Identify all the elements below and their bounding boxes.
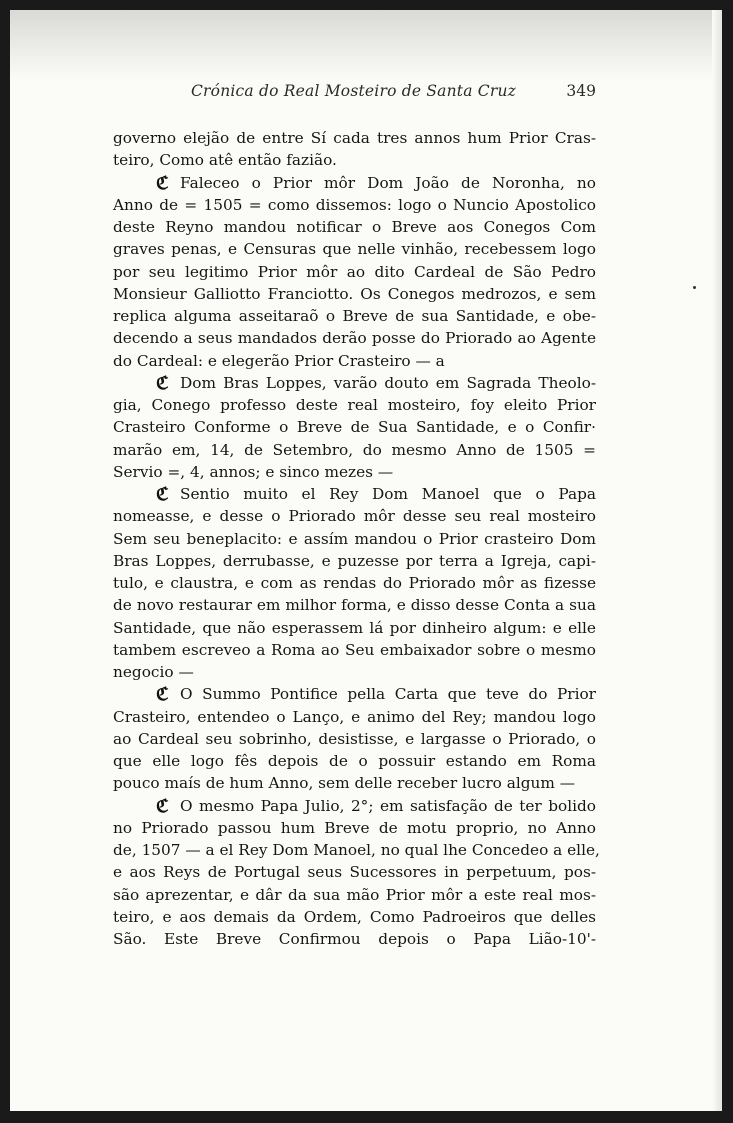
paragraph-start-line (113, 372, 596, 394)
text-line: tambem escreveo a Roma ao Seu embaixador sobre o mesmo (113, 640, 596, 659)
text-line: que elle logo fês depois de o possuir estando em Roma (113, 752, 596, 770)
text-line: Anno de = 1505 = como dissemos: logo o Nuncio Apostolico (113, 195, 596, 214)
text-line-content: Faleceo o Prior môr Dom João de Noronha, no (180, 173, 596, 192)
text-line: pouco maís de hum Anno, sem delle receber lucro algum — (113, 774, 576, 793)
text-line: teiro, e aos demais da Ordem, Como Padroeiros que delles (113, 907, 596, 926)
text-line: e aos Reys de Portugal seus Sucessores in perpetuum, pos- (113, 863, 596, 882)
text-line: nomeasse, e desse o Priorado môr desse seu real mosteiro (113, 507, 596, 526)
page-number: 349 (566, 82, 596, 100)
text-line: São. Este Breve Confirmou depois o Papa Lião-10'- (113, 930, 596, 948)
text-line: graves penas, e Censuras que nelle vinhão, recebessem logo (113, 240, 596, 259)
paragraph-mark-icon: ℭ (156, 484, 169, 505)
text-line: tulo, e claustra, e com as rendas do Priorado môr as fizesse (113, 574, 596, 592)
text-line: são aprezentar, e dâr da sua mão Prior môr a este real mos- (113, 885, 596, 904)
text-line: Santidade, que não esperassem lá por dinheiro algum: e elle (113, 618, 596, 637)
text-line: de novo restaurar em milhor forma, e disso desse Conta a sua (113, 596, 596, 615)
page-right-edge (712, 10, 722, 1111)
paragraph-start-line (113, 483, 596, 505)
text-line: teiro, Como atê então fazião. (113, 151, 337, 170)
text-line: deste Reyno mandou notificar o Breve aos Conegos Com (113, 218, 596, 236)
paragraph-start-line (113, 795, 596, 817)
paragraph-mark-icon: ℭ (156, 372, 169, 394)
paragraph-mark-icon: ℭ (156, 795, 169, 817)
text-line: no Priorado passou hum Breve de motu proprio, no Anno (113, 818, 596, 837)
text-line: do Cardeal: e elegerão Prior Crasteiro — a (113, 351, 445, 370)
text-line: marão em, 14, de Setembro, do mesmo Anno de 1505 = (113, 440, 596, 459)
text-line: Sem seu beneplacito: e assím mandou o Prior crasteiro Dom (113, 529, 596, 548)
text-line-content: Dom Bras Loppes, varão douto em Sagrada Theolo- (180, 373, 596, 392)
page-top-shadow (10, 10, 722, 80)
body-text (113, 127, 600, 950)
paragraph-mark-icon: ℭ (156, 172, 169, 194)
text-line: gia, Conego professo deste real mosteiro, foy eleito Prior (113, 396, 596, 414)
paragraph-start-line (113, 172, 596, 194)
text-line: negocio — (113, 663, 194, 681)
text-line: Servio =, 4, annos; e sinco mezes — (113, 462, 394, 481)
text-line-content: Sentio muito el Rey Dom Manoel que o Papa (180, 485, 596, 503)
running-title: Crónica do Real Mosteiro de Santa Cruz (191, 82, 517, 100)
paragraph-start-line (113, 683, 596, 705)
text-line: Crasteiro, entendeo o Lanço, e animo del Rey; mandou logo (113, 707, 596, 726)
text-line: Crasteiro Conforme o Breve de Sua Santidade, e o Confir· (113, 418, 596, 437)
running-header (113, 82, 596, 108)
text-line: decendo a seus mandados derão posse do Priorado ao Agente (113, 329, 596, 348)
text-line: por seu legitimo Prior môr ao dito Cardeal de São Pedro (113, 262, 596, 281)
text-line-content: O mesmo Papa Julio, 2°; em satisfação de ter bolido (180, 796, 596, 815)
ink-speck (693, 286, 696, 289)
text-line: replica alguma asseitaraõ o Breve de sua Santidade, e obe- (113, 307, 596, 325)
text-line: ao Cardeal seu sobrinho, desistisse, e largasse o Priorado, o (113, 729, 596, 748)
paragraph-mark-icon: ℭ (156, 684, 169, 706)
text-line-content: O Summo Pontifice pella Carta que teve do Prior (180, 685, 596, 704)
text-line: Monsieur Galliotto Franciotto. Os Conegos medrozos, e sem (113, 284, 596, 303)
text-line: governo elejão de entre Sí cada tres annos hum Prior Cras- (113, 129, 596, 147)
text-line: de, 1507 — a el Rey Dom Manoel, no qual lhe Concedeo a elle, (113, 841, 600, 859)
text-line: Bras Loppes, derrubasse, e puzesse por terra a Igreja, capi- (113, 551, 596, 570)
book-page (10, 10, 722, 1111)
